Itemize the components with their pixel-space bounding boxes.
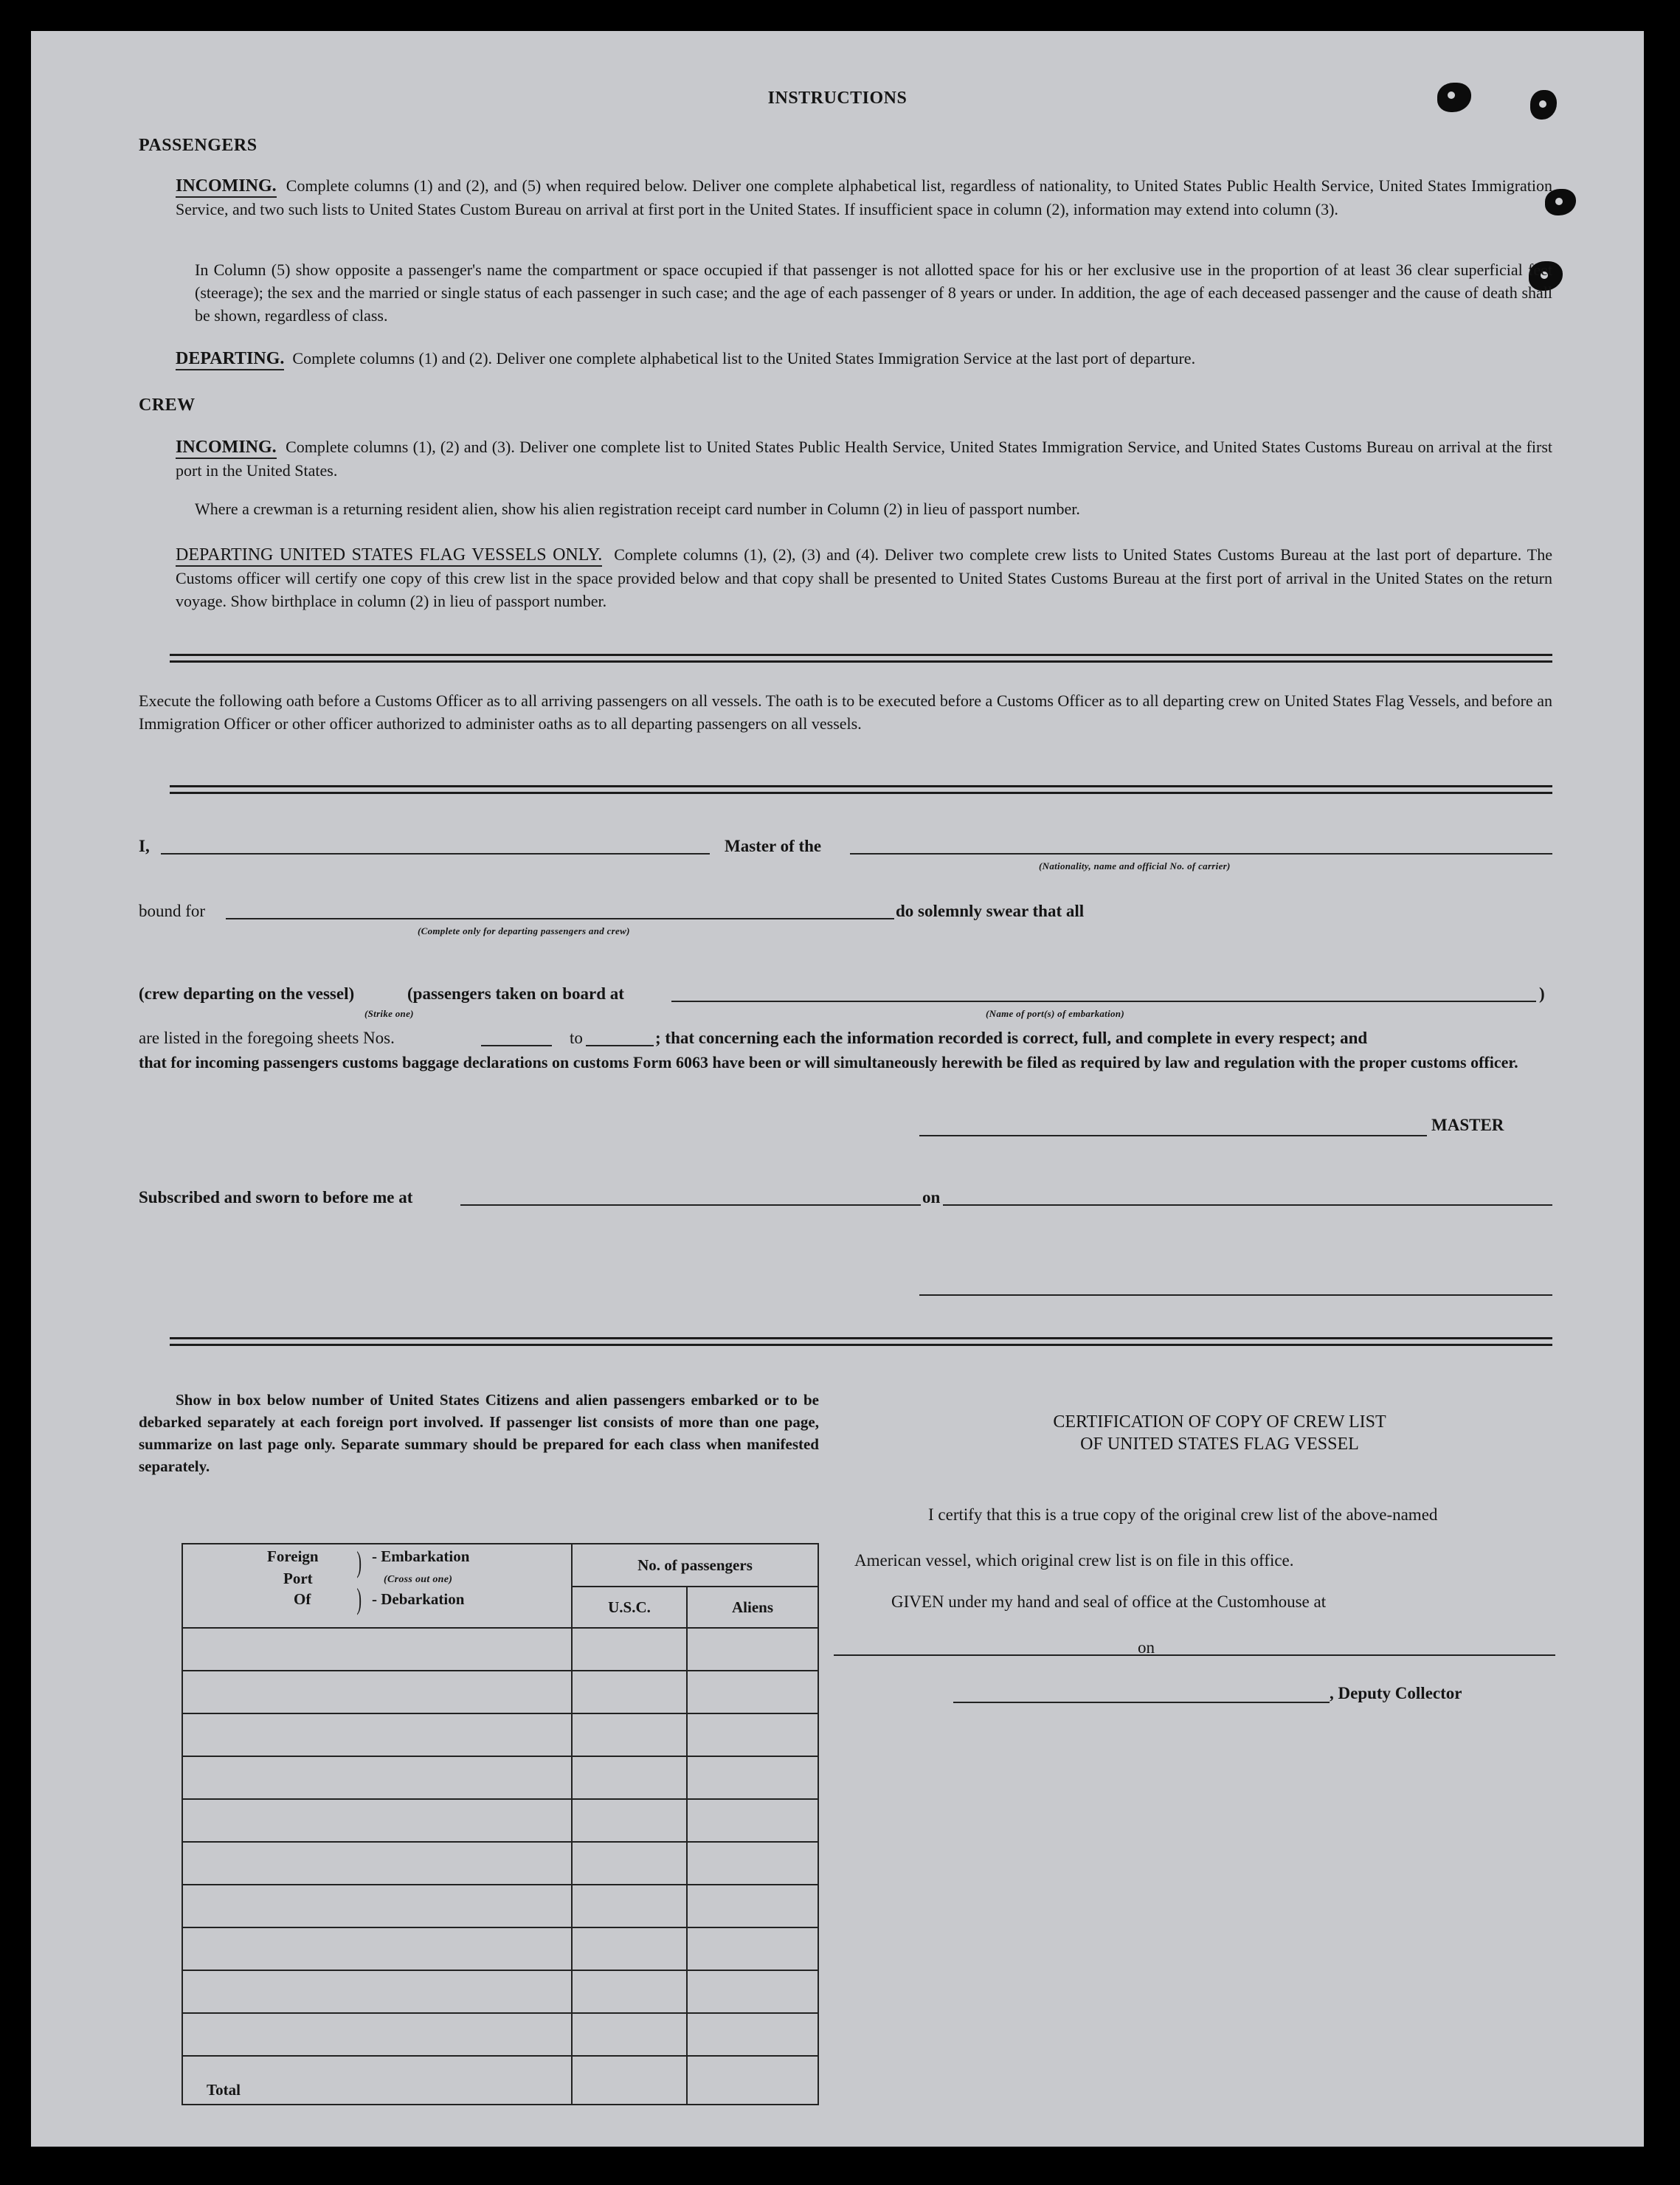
usc-cell[interactable]	[572, 1927, 687, 1970]
passengers-departing-text: Complete columns (1) and (2). Deliver one complete alphabetical list to the United States Immigration Service at the last port of departure.	[292, 349, 1196, 367]
cert-on-label: on	[1138, 1638, 1155, 1657]
col-port: Port	[283, 1570, 313, 1587]
master-signature-field[interactable]	[919, 1135, 1427, 1136]
passenger-summary-table	[182, 1543, 819, 2105]
crew-heading: CREW	[139, 396, 196, 415]
bound-for-field[interactable]	[226, 918, 894, 919]
statement-rest: that for incoming passengers customs baggage declarations on customs Form 6063 have been or will simultaneously herewith be filed as required by law and regulation with the proper customs officer.	[139, 1053, 1518, 1071]
section-divider	[170, 1337, 1552, 1346]
aliens-cell[interactable]	[687, 1713, 818, 1756]
col-usc: U.S.C.	[572, 1587, 687, 1628]
crew-departing-label: DEPARTING UNITED STATES FLAG VESSELS ONLY.	[176, 545, 602, 567]
embarkation-port-field[interactable]	[671, 1001, 1536, 1002]
foreign-port-header	[182, 1544, 572, 1628]
brace-icon: )	[356, 1582, 362, 1615]
crew-crewman-paragraph: Where a crewman is a returning resident alien, show his alien registration receipt card number in Column (2) in lieu of passport number.	[195, 500, 1080, 518]
passengers-incoming-text: Complete columns (1) and (2), and (5) when required below. Deliver one complete alphabetical list, regardless of nationality, to United States Public Health Service, United States Immigration Service, and two such lists to United States Custom Bureau on arrival at first port in the United States. If insufficient space in column (2), information may extend into column (3).	[176, 176, 1553, 218]
oath-instructions: Execute the following oath before a Customs Officer as to all arriving passengers on all vessels. The oath is to be executed before a Customs Officer as to all departing crew on United States Flag Vessels, and before an Immigration Officer or other officer authorized to administer oaths as to all departing passengers on all vessels.	[139, 691, 1552, 733]
port-cell[interactable]	[182, 1970, 572, 2013]
table-row	[182, 1927, 818, 1970]
usc-cell[interactable]	[572, 1799, 687, 1842]
carrier-field-hint: (Nationality, name and official No. of carrier)	[1039, 860, 1231, 871]
usc-cell[interactable]	[572, 1628, 687, 1671]
col-foreign: Foreign	[267, 1547, 319, 1565]
usc-total-cell[interactable]	[572, 2056, 687, 2105]
swear-label: do solemnly swear that all	[896, 902, 1085, 920]
usc-cell[interactable]	[572, 1970, 687, 2013]
master-of-label: Master of the	[725, 837, 822, 855]
port-cell[interactable]	[182, 1713, 572, 1756]
given-line: GIVEN under my hand and seal of office at the Customhouse at	[891, 1592, 1327, 1611]
port-cell[interactable]	[182, 2013, 572, 2056]
certification-title	[943, 1411, 1496, 1455]
crew-incoming-paragraph	[176, 435, 1552, 482]
bound-for-hint: (Complete only for departing passengers and crew)	[418, 925, 630, 936]
crew-departing-text: Complete columns (1), (2), (3) and (4). Deliver two complete crew lists to United States Customs Bureau at the last port of departure. The Customs officer will certify one copy of this crew list in the space provided below and that copy shall be presented to United States Customs Bureau at the first port of arrival in the United States on the return voyage. Show birthplace in column (2) in lieu of passport number.	[176, 545, 1553, 610]
passengers-heading: PASSENGERS	[139, 136, 257, 155]
crew-departing-paragraph	[176, 543, 1552, 612]
master-label: MASTER	[1431, 1116, 1504, 1134]
master-name-field[interactable]	[161, 853, 710, 855]
col-aliens: Aliens	[687, 1587, 818, 1628]
table-row	[182, 2013, 818, 2056]
strike-one-hint: (Strike one)	[364, 1008, 414, 1019]
sworn-place-field[interactable]	[460, 1204, 921, 1206]
col-no-passengers: No. of passengers	[572, 1544, 818, 1587]
table-row	[182, 1842, 818, 1885]
crew-incoming-label: INCOMING.	[176, 438, 277, 459]
form-page	[31, 31, 1644, 2147]
crew-departing-option[interactable]: (crew departing on the vessel)	[139, 984, 355, 1003]
usc-cell[interactable]	[572, 1756, 687, 1799]
aliens-cell[interactable]	[687, 1628, 818, 1671]
listed-label: are listed in the foregoing sheets Nos.	[139, 1029, 395, 1047]
aliens-cell[interactable]	[687, 1756, 818, 1799]
port-cell[interactable]	[182, 1842, 572, 1885]
table-row	[182, 1713, 818, 1756]
certify-line2: American vessel, which original crew list is on file in this office.	[854, 1551, 1294, 1570]
aliens-cell[interactable]	[687, 1970, 818, 2013]
sworn-date-field[interactable]	[943, 1204, 1552, 1206]
table-row	[182, 1970, 818, 2013]
passengers-departing-label: DEPARTING.	[176, 349, 284, 370]
port-cell[interactable]	[182, 1628, 572, 1671]
oath-i-label: I,	[139, 837, 150, 855]
passengers-taken-option[interactable]: (passengers taken on board at	[407, 984, 624, 1003]
col-embarkation: - Embarkation	[372, 1547, 470, 1565]
section-divider	[170, 654, 1552, 663]
passengers-incoming-label: INCOMING.	[176, 176, 277, 198]
table-row	[182, 1671, 818, 1713]
usc-cell[interactable]	[572, 2013, 687, 2056]
deputy-signature-field[interactable]	[953, 1702, 1330, 1703]
port-cell[interactable]	[182, 1927, 572, 1970]
officer-signature-field[interactable]	[919, 1294, 1552, 1296]
port-cell[interactable]	[182, 1756, 572, 1799]
table-row	[182, 1628, 818, 1671]
close-paren: )	[1539, 984, 1545, 1003]
to-label: to	[570, 1029, 583, 1047]
total-row	[182, 2056, 818, 2105]
usc-cell[interactable]	[572, 1671, 687, 1713]
aliens-cell[interactable]	[687, 1885, 818, 1927]
aliens-cell[interactable]	[687, 1799, 818, 1842]
usc-cell[interactable]	[572, 1842, 687, 1885]
table-row	[182, 1799, 818, 1842]
passengers-column5-paragraph: In Column (5) show opposite a passenger's name the compartment or space occupied if that passenger is not allotted space for his or her exclusive use in the proportion of at least 36 clear superficial feet (steerage); the sex and the married or single status of each passenger in such case; and the age of each passenger of 8 years or under. In addition, the age of each deceased passenger and the cause of death shall be shown, regardless of class.	[195, 260, 1552, 325]
summary-instructions: Show in box below number of United States Citizens and alien passengers embarked or to be debarked separately at each foreign port involved. If passenger list consists of more than one page, summarize on last page only. Separate summary should be prepared for each class when manifested separately.	[139, 1391, 819, 1475]
certify-line1: I certify that this is a true copy of the original crew list of the above-named	[928, 1505, 1438, 1524]
page-title: INSTRUCTIONS	[767, 89, 908, 108]
certification-title-line1: CERTIFICATION OF COPY OF CREW LIST	[1053, 1412, 1386, 1432]
usc-cell[interactable]	[572, 1713, 687, 1756]
section-divider	[170, 785, 1552, 794]
passengers-departing-paragraph	[176, 347, 1552, 370]
aliens-cell[interactable]	[687, 1671, 818, 1713]
sworn-on-label: on	[922, 1188, 941, 1207]
aliens-cell[interactable]	[687, 1842, 818, 1885]
port-hint: (Name of port(s) of embarkation)	[986, 1008, 1124, 1019]
subscribed-label: Subscribed and sworn to before me at	[139, 1188, 413, 1207]
port-cell[interactable]	[182, 1671, 572, 1713]
col-cross-out: (Cross out one)	[384, 1574, 453, 1585]
crew-incoming-text: Complete columns (1), (2) and (3). Deliver one complete list to United States Public Health Service, United States Immigration Service, and United States Customs Bureau on arrival at the first port in the United States.	[176, 438, 1553, 480]
col-of: Of	[294, 1590, 311, 1608]
customhouse-field[interactable]	[834, 1654, 1164, 1656]
statement-line1: ; that concerning each the information recorded is correct, full, and complete in every respect; and	[655, 1029, 1368, 1047]
carrier-field[interactable]	[850, 853, 1552, 855]
table-row	[182, 1756, 818, 1799]
cert-date-field[interactable]	[1161, 1654, 1555, 1656]
certification-title-line2: OF UNITED STATES FLAG VESSEL	[1080, 1435, 1359, 1454]
aliens-total-cell[interactable]	[687, 2056, 818, 2105]
bound-for-label: bound for	[139, 902, 206, 920]
aliens-cell[interactable]	[687, 2013, 818, 2056]
passengers-incoming-paragraph	[176, 174, 1552, 221]
port-cell[interactable]	[182, 1799, 572, 1842]
port-cell[interactable]	[182, 1885, 572, 1927]
sheet-from-field[interactable]	[481, 1045, 552, 1046]
brace-icon: )	[356, 1545, 362, 1578]
aliens-cell[interactable]	[687, 1927, 818, 1970]
table-row	[182, 1885, 818, 1927]
col-debarkation: - Debarkation	[372, 1590, 465, 1608]
usc-cell[interactable]	[572, 1885, 687, 1927]
deputy-label: , Deputy Collector	[1330, 1684, 1462, 1702]
total-label: Total	[182, 2056, 572, 2105]
sheet-to-field[interactable]	[586, 1045, 654, 1046]
